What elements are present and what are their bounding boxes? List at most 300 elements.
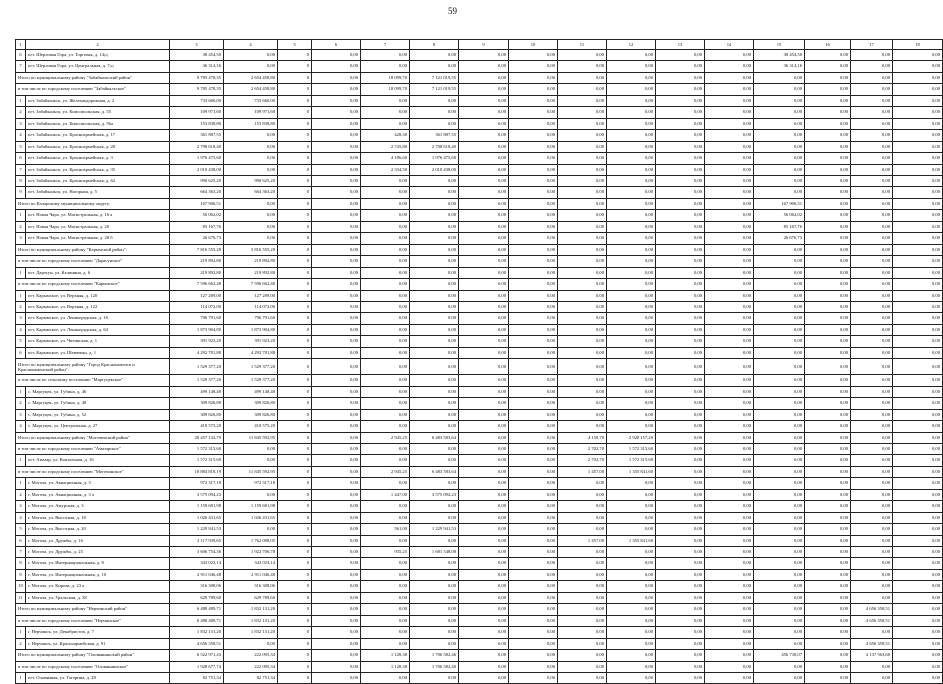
address-cell: [26, 569, 170, 580]
value-cell: 0,00: [558, 95, 607, 106]
value-cell: 1 457,00: [558, 466, 607, 477]
column-number-cell: 9: [459, 40, 509, 50]
value-cell: 6 483 583,64: [410, 466, 459, 477]
value-cell: 0,00: [224, 233, 278, 244]
value-cell: 0,00: [705, 455, 754, 466]
value-cell: 0: [278, 466, 312, 477]
value-cell: 0,00: [509, 615, 558, 626]
value-cell: 0,00: [312, 175, 361, 186]
value-cell: 0,00: [754, 141, 805, 152]
value-cell: 1 832 131,20: [224, 627, 278, 638]
value-cell: 0,00: [754, 398, 805, 409]
value-cell: 0,00: [705, 221, 754, 232]
column-number-cell: 10: [509, 40, 558, 50]
value-cell: 20 457 132,79: [170, 432, 224, 443]
value-cell: 26 676,73: [170, 233, 224, 244]
table-row: [16, 501, 943, 512]
value-cell: 0,00: [558, 301, 607, 312]
value-cell: 0,00: [893, 256, 943, 267]
subtotal-row: [16, 256, 943, 267]
value-cell: 0,00: [893, 267, 943, 278]
value-cell: 0,00: [509, 130, 558, 141]
address-text: г. Могоча, ул. Интернациональная, д. 10: [28, 571, 107, 577]
value-cell: 0: [278, 279, 312, 290]
value-cell: 0,00: [805, 398, 851, 409]
value-cell: 1 832 131,20: [224, 604, 278, 615]
value-cell: 0,00: [705, 501, 754, 512]
value-cell: 0,00: [851, 524, 893, 535]
value-cell: 0: [278, 256, 312, 267]
value-cell: 0,00: [754, 535, 805, 546]
value-cell: 0,00: [459, 638, 509, 649]
value-cell: 561,00: [361, 524, 410, 535]
value-cell: 0: [278, 301, 312, 312]
value-cell: 0,00: [410, 501, 459, 512]
value-cell: 0,00: [558, 256, 607, 267]
table-row: [16, 313, 943, 324]
row-number-cell: 7: [16, 164, 26, 175]
value-cell: 0,00: [851, 581, 893, 592]
value-cell: 0,00: [361, 290, 410, 301]
table-row: [16, 290, 943, 301]
value-cell: 0,00: [656, 443, 705, 454]
address-text: с. Маргуцек, ул. Губина, д. 46: [28, 388, 87, 394]
address-cell: [26, 478, 170, 489]
value-cell: 0,00: [705, 661, 754, 672]
value-cell: 0,00: [459, 130, 509, 141]
value-cell: 0,00: [805, 673, 851, 684]
value-cell: 0,00: [805, 592, 851, 603]
value-cell: 0: [278, 569, 312, 580]
value-cell: 0,00: [312, 409, 361, 420]
value-cell: 0,00: [893, 638, 943, 649]
value-cell: 629 789,60: [224, 592, 278, 603]
value-cell: 2 702,70: [558, 443, 607, 454]
value-cell: 316 308,06: [170, 581, 224, 592]
value-cell: 4 186,60: [361, 153, 410, 164]
value-cell: 0,00: [851, 443, 893, 454]
value-cell: 0: [278, 187, 312, 198]
value-cell: 0,00: [558, 615, 607, 626]
value-cell: 0,00: [607, 84, 656, 95]
value-cell: 26 676,73: [754, 233, 805, 244]
table-row: [16, 95, 943, 106]
value-cell: 0,00: [224, 443, 278, 454]
value-cell: 0,00: [312, 198, 361, 209]
value-cell: 0,00: [705, 50, 754, 61]
address-text: с. Маргуцек, ул. Центральная, д. 27: [28, 423, 98, 429]
value-cell: 0,00: [312, 324, 361, 335]
value-cell: 0: [278, 375, 312, 386]
value-cell: 0,00: [656, 512, 705, 523]
value-cell: 2 334,50: [361, 164, 410, 175]
value-cell: 1 572 315,60: [607, 455, 656, 466]
value-cell: 0,00: [410, 187, 459, 198]
value-cell: 0,00: [410, 279, 459, 290]
value-cell: 0,00: [656, 118, 705, 129]
value-cell: 0,00: [558, 221, 607, 232]
value-cell: 0,00: [754, 673, 805, 684]
value-cell: 0,00: [705, 615, 754, 626]
value-cell: 0,00: [705, 130, 754, 141]
value-cell: 0,00: [361, 233, 410, 244]
value-cell: 0,00: [754, 267, 805, 278]
value-cell: 0,00: [224, 164, 278, 175]
address-text: г. Могоча, ул. Интернациональная, д. 8: [28, 560, 104, 566]
value-cell: 0,00: [851, 347, 893, 358]
value-cell: 2 945,25: [361, 466, 410, 477]
footnote-mark: (2): [103, 53, 109, 57]
value-cell: 0,00: [705, 347, 754, 358]
value-cell: 0,00: [705, 512, 754, 523]
value-cell: 0,00: [312, 95, 361, 106]
value-cell: 0,00: [851, 324, 893, 335]
value-cell: 0,00: [558, 50, 607, 61]
value-cell: 0,00: [754, 72, 805, 83]
value-cell: 0,00: [805, 535, 851, 546]
value-cell: 0,00: [558, 244, 607, 255]
row-number-cell: 1: [16, 478, 26, 489]
row-number-cell: 1: [16, 673, 26, 684]
value-cell: 0,00: [361, 569, 410, 580]
value-cell: 0: [278, 661, 312, 672]
subtotal-label-cell: Итого по муниципальному району "Могочинский район": [16, 432, 170, 443]
value-cell: 456 730,07: [754, 650, 805, 661]
value-cell: 0,00: [312, 313, 361, 324]
value-cell: 0: [278, 267, 312, 278]
value-cell: 0,00: [361, 673, 410, 684]
value-cell: 0,00: [656, 290, 705, 301]
value-cell: 0,00: [656, 347, 705, 358]
value-cell: 0,00: [558, 267, 607, 278]
value-cell: 0,00: [705, 210, 754, 221]
value-cell: 0,00: [509, 324, 558, 335]
value-cell: 0,00: [805, 130, 851, 141]
value-cell: 0,00: [656, 175, 705, 186]
table-row: [16, 347, 943, 358]
value-cell: 0,00: [705, 107, 754, 118]
value-cell: 0,00: [361, 210, 410, 221]
address-cell: [26, 313, 170, 324]
value-cell: 0,00: [361, 592, 410, 603]
value-cell: 0,00: [558, 187, 607, 198]
value-cell: 0,00: [893, 95, 943, 106]
value-cell: 0,00: [558, 421, 607, 432]
value-cell: 0,00: [754, 421, 805, 432]
column-number-cell: 15: [754, 40, 805, 50]
value-cell: 38 454,50: [170, 50, 224, 61]
value-cell: 0,00: [805, 359, 851, 375]
value-cell: 0,00: [459, 313, 509, 324]
value-cell: 0,00: [509, 153, 558, 164]
value-cell: 0,00: [893, 673, 943, 684]
column-number-cell: 11: [558, 40, 607, 50]
value-cell: 0,00: [558, 501, 607, 512]
value-cell: 0,00: [558, 210, 607, 221]
value-cell: 0,00: [410, 95, 459, 106]
value-cell: 0: [278, 118, 312, 129]
value-cell: 0,00: [312, 187, 361, 198]
column-number-cell: 2: [26, 40, 170, 50]
address-text: пгт. Карымское, ул. Читинская, д. 1: [28, 338, 97, 344]
row-number-cell: 1: [16, 267, 26, 278]
value-cell: 0,00: [754, 592, 805, 603]
value-cell: 0,00: [893, 84, 943, 95]
value-cell: 0,00: [509, 313, 558, 324]
subtotal-label-cell: в том числе по городскому поселению "Оловяннинское": [16, 661, 170, 672]
value-cell: 0,00: [410, 409, 459, 420]
value-cell: 0,00: [805, 547, 851, 558]
value-cell: 0,00: [361, 359, 410, 375]
row-number-cell: 2: [16, 107, 26, 118]
row-number-cell: 5: [16, 336, 26, 347]
value-cell: 0,00: [509, 581, 558, 592]
value-cell: 0,00: [459, 50, 509, 61]
value-cell: 0,00: [410, 50, 459, 61]
value-cell: 0: [278, 581, 312, 592]
value-cell: 0,00: [851, 233, 893, 244]
value-cell: 0,00: [361, 535, 410, 546]
value-cell: 0,00: [805, 558, 851, 569]
value-cell: 0,00: [312, 455, 361, 466]
value-cell: 0,00: [893, 107, 943, 118]
value-cell: 0,00: [558, 336, 607, 347]
value-cell: 0,00: [656, 221, 705, 232]
value-cell: 1 457,00: [558, 535, 607, 546]
value-cell: 0: [278, 535, 312, 546]
table-row: [16, 627, 943, 638]
value-cell: 0,00: [851, 141, 893, 152]
address-text: пгт. Карымское, ул. Шевченко, д. 1: [28, 349, 97, 355]
value-cell: 0,00: [754, 279, 805, 290]
value-cell: 0,00: [459, 466, 509, 477]
value-cell: 0,00: [312, 558, 361, 569]
value-cell: 0: [278, 50, 312, 61]
value-cell: 0,00: [607, 336, 656, 347]
address-cell: [26, 673, 170, 684]
value-cell: 0,00: [705, 187, 754, 198]
value-cell: 0,00: [459, 359, 509, 375]
value-cell: 0,00: [705, 375, 754, 386]
value-cell: 0,00: [558, 627, 607, 638]
value-cell: 0: [278, 501, 312, 512]
value-cell: 0,00: [361, 558, 410, 569]
value-cell: 7 596 662,48: [170, 279, 224, 290]
value-cell: 0,00: [558, 141, 607, 152]
value-cell: 0,00: [558, 313, 607, 324]
address-cell: [26, 489, 170, 500]
column-number-cell: 3: [170, 40, 224, 50]
value-cell: 0,00: [509, 72, 558, 83]
value-cell: 0,00: [558, 324, 607, 335]
value-cell: 0,00: [805, 279, 851, 290]
table-row: [16, 524, 943, 535]
value-cell: 0,00: [558, 347, 607, 358]
value-cell: 0,00: [459, 187, 509, 198]
value-cell: 0,00: [224, 61, 278, 72]
address-cell: [26, 61, 170, 72]
value-cell: 0,00: [558, 489, 607, 500]
value-cell: 1 572 315,60: [170, 443, 224, 454]
value-cell: 0,00: [893, 233, 943, 244]
address-text: пгт. Забайкальск, ул. Красноармейская, д. 17: [28, 132, 116, 138]
value-cell: 664 363,20: [224, 187, 278, 198]
value-cell: 0,00: [312, 72, 361, 83]
value-cell: 0,00: [851, 164, 893, 175]
value-cell: 0,00: [410, 336, 459, 347]
value-cell: 0,00: [410, 558, 459, 569]
value-cell: 0,00: [558, 661, 607, 672]
value-cell: 0,00: [705, 313, 754, 324]
value-cell: 0,00: [312, 256, 361, 267]
value-cell: 1 706 582,40: [410, 661, 459, 672]
row-number-cell: 8: [16, 558, 26, 569]
value-cell: 0,00: [656, 650, 705, 661]
value-cell: 0,00: [851, 107, 893, 118]
value-cell: 0,00: [607, 524, 656, 535]
value-cell: 0,00: [851, 50, 893, 61]
value-cell: 0,00: [459, 347, 509, 358]
address-text: пгт. Новая Чара, ул. Магистральная, д. 16 а: [28, 212, 113, 218]
value-cell: 0,00: [893, 443, 943, 454]
value-cell: 499 148,40: [224, 386, 278, 397]
table-row: [16, 61, 943, 72]
table-row: [16, 175, 943, 186]
value-cell: 0,00: [705, 432, 754, 443]
value-cell: 0,00: [607, 279, 656, 290]
value-cell: 219 892,80: [224, 256, 278, 267]
value-cell: 0,00: [607, 650, 656, 661]
value-cell: 0,00: [805, 466, 851, 477]
value-cell: 0: [278, 547, 312, 558]
value-cell: 0,00: [851, 267, 893, 278]
table-row: [16, 489, 943, 500]
value-cell: 0,00: [224, 638, 278, 649]
subtotal-row: [16, 443, 943, 454]
value-cell: 7 596 662,48: [224, 279, 278, 290]
value-cell: 7 121 019,55: [410, 84, 459, 95]
value-cell: 0,00: [459, 153, 509, 164]
value-cell: 1 832 131,20: [224, 615, 278, 626]
value-cell: 0,00: [361, 95, 410, 106]
value-cell: 0,00: [312, 290, 361, 301]
value-cell: 0,00: [656, 569, 705, 580]
row-number-cell: 5: [16, 141, 26, 152]
value-cell: 0,00: [851, 72, 893, 83]
address-cell: [26, 50, 170, 61]
value-cell: 0,00: [705, 489, 754, 500]
value-cell: 0,00: [361, 501, 410, 512]
row-number-cell: 10: [16, 581, 26, 592]
value-cell: 0,00: [509, 107, 558, 118]
value-cell: 0,00: [656, 581, 705, 592]
value-cell: 0,00: [607, 244, 656, 255]
value-cell: 18 099,70: [361, 84, 410, 95]
value-cell: 0,00: [851, 210, 893, 221]
address-text: пгт. Дарасун, ул. Калинина, д. 6: [28, 269, 90, 275]
table-row: [16, 558, 943, 569]
value-cell: 0,00: [805, 210, 851, 221]
value-cell: 0,00: [656, 592, 705, 603]
value-cell: 0,00: [459, 604, 509, 615]
value-cell: 0,00: [312, 592, 361, 603]
value-cell: 0,00: [607, 615, 656, 626]
address-cell: [26, 627, 170, 638]
value-cell: 0,00: [459, 141, 509, 152]
value-cell: 0,00: [805, 107, 851, 118]
value-cell: 0,00: [410, 581, 459, 592]
value-cell: 0,00: [558, 638, 607, 649]
address-text: г. Могоча, ул. Авиационная, д. 3 а: [28, 491, 94, 497]
value-cell: 410 575,20: [224, 421, 278, 432]
value-cell: 109 971,60: [170, 107, 224, 118]
value-cell: 0: [278, 72, 312, 83]
value-cell: 0,00: [361, 478, 410, 489]
address-cell: [26, 581, 170, 592]
value-cell: 0,00: [459, 290, 509, 301]
value-cell: 2 010 438,00: [170, 164, 224, 175]
value-cell: 0,00: [656, 604, 705, 615]
subtotal-label-cell: в том числе по городскому поселению "Могочинское": [16, 466, 170, 477]
value-cell: 0,00: [851, 198, 893, 209]
value-cell: 2 798 618,40: [170, 141, 224, 152]
column-number-cell: 16: [805, 40, 851, 50]
value-cell: 0,00: [459, 95, 509, 106]
address-text: пгт. Амазар, ул. Вокзальная, д. 16: [28, 457, 94, 463]
value-cell: 0,00: [509, 84, 558, 95]
value-cell: 0,00: [509, 290, 558, 301]
value-cell: 990 625,20: [224, 175, 278, 186]
value-cell: 0,00: [851, 421, 893, 432]
value-cell: 0,00: [509, 432, 558, 443]
value-cell: 0,00: [893, 164, 943, 175]
value-cell: 733 660,00: [170, 95, 224, 106]
value-cell: 0,00: [705, 301, 754, 312]
value-cell: 0,00: [224, 50, 278, 61]
value-cell: 0: [278, 409, 312, 420]
value-cell: 0: [278, 175, 312, 186]
value-cell: 0,00: [509, 466, 558, 477]
value-cell: 0,00: [607, 72, 656, 83]
value-cell: 0,00: [312, 61, 361, 72]
value-cell: 0: [278, 592, 312, 603]
value-cell: 0,00: [509, 569, 558, 580]
value-cell: 0,00: [558, 604, 607, 615]
value-cell: 4 656 358,51: [851, 604, 893, 615]
value-cell: 0,00: [754, 107, 805, 118]
table-row: [16, 535, 943, 546]
value-cell: 0,00: [607, 313, 656, 324]
value-cell: 0,00: [558, 175, 607, 186]
value-cell: 7 121 019,55: [410, 72, 459, 83]
value-cell: 0,00: [805, 221, 851, 232]
value-cell: 0,00: [312, 466, 361, 477]
value-cell: 0,00: [312, 50, 361, 61]
value-cell: 0,00: [459, 524, 509, 535]
value-cell: 0,00: [893, 558, 943, 569]
value-cell: 2 745,80: [361, 141, 410, 152]
value-cell: 0,00: [459, 615, 509, 626]
row-number-cell: 2: [16, 398, 26, 409]
subtotal-label-cell: в том числе по городскому поселению "Нерчинское": [16, 615, 170, 626]
value-cell: 0,00: [459, 61, 509, 72]
value-cell: 0,00: [607, 95, 656, 106]
subtotal-row: [16, 84, 943, 95]
value-cell: 0,00: [754, 604, 805, 615]
value-cell: 2 911 046,48: [224, 569, 278, 580]
value-cell: 0: [278, 398, 312, 409]
value-cell: 0,00: [805, 524, 851, 535]
